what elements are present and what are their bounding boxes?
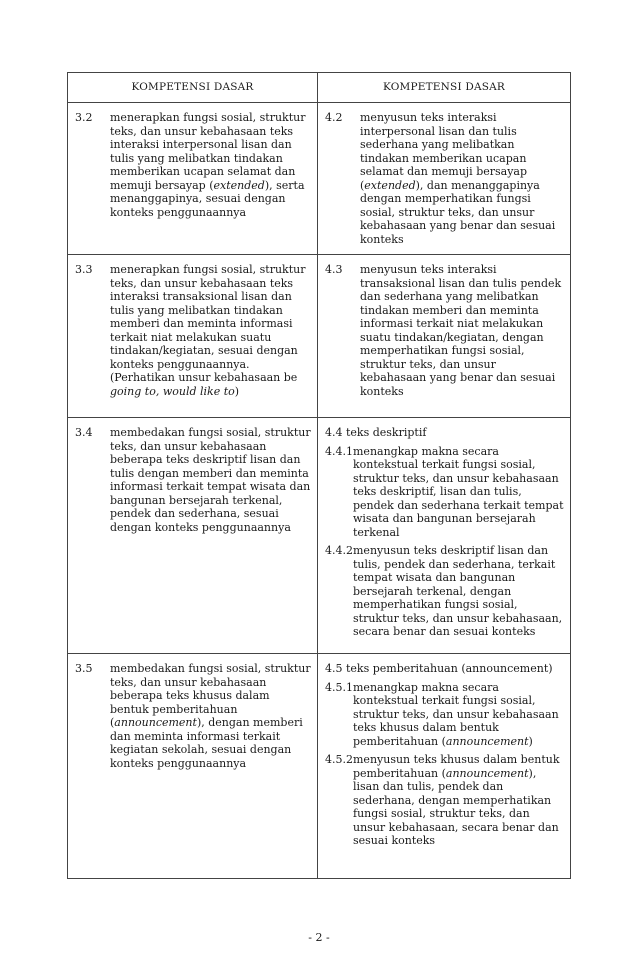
competency-cell-right [318,654,571,879]
competency-heading: 4.5 teks pemberitahuan (announcement) [325,662,553,675]
competency-text: menerapkan fungsi sosial, struktur teks, dan unsur kebahasaan teks interaksi transaksional lisan dan tulis yang melibatkan tindakan memberi dan meminta informasi terkait niat melakukan suatu tindakan/kegiatan, sesuai dengan konteks penggunaannya. (Perhatikan unsur kebahasaan be going to, would like to) [110,263,306,398]
column-header-right: KOMPETENSI DASAR [318,73,571,103]
column-header-left: KOMPETENSI DASAR [68,73,318,103]
competency-cell-left [68,103,318,255]
competency-text: membedakan fungsi sosial, struktur teks, dan unsur kebahasaan beberapa teks deskriptif lisan dan tulis dengan memberi dan meminta informasi terkait tempat wisata dan bangunan bersejarah terkenal, pendek dan sederhana, sesuai dengan konteks penggunaannya [110,426,311,534]
competency-text: menyusun teks interaksi transaksional lisan dan tulis pendek dan sederhana yang melibatkan tindakan memberi dan meminta informasi terkait niat melakukan suatu tindakan/kegiatan, dengan memperhatikan fungsi sosial, struktur teks, dan unsur kebahasaan yang benar dan sesuai konteks [360,263,562,398]
competency-number: 4.2 [325,111,343,124]
competency-cell-left [68,255,318,418]
page-number: - 2 - [308,931,330,944]
table-row [68,654,571,879]
competency-cell-right [318,255,571,418]
table-row [68,103,571,255]
competency-number: 3.5 [75,662,93,675]
competency-heading: 4.4 teks deskriptif [325,426,427,439]
competency-number: 3.3 [75,263,93,276]
table-row [68,255,571,418]
sub-competency: 4.4.2menyusun teks deskriptif lisan dan tulis, pendek dan sederhana, terkait tempat wisata dan bangunan bersejarah terkenal, dengan memperhatikan fungsi sosial, struktur teks, dan unsur kebahasaan, secara benar dan sesuai konteks [325,544,563,638]
competency-text: menyusun teks interaksi interpersonal lisan dan tulis sederhana yang melibatkan tindakan memberikan ucapan selamat dan memuji bersayap (extended), dan menanggapinya dengan memperhatikan fungsi sosial, struktur teks, dan unsur kebahasaan yang benar dan sesuai konteks [360,111,556,246]
competency-text: menerapkan fungsi sosial, struktur teks, dan unsur kebahasaan teks interaksi interpersonal lisan dan tulis yang melibatkan tindakan memberikan ucapan selamat dan memuji bersayap (extended), serta menanggapinya, sesuai dengan konteks penggunaannya [110,111,306,219]
table-row [68,418,571,654]
competency-cell-right [318,418,571,654]
competency-cell-left [68,418,318,654]
competency-cell-left [68,654,318,879]
sub-competency: 4.5.1menangkap makna secara kontekstual terkait fungsi sosial, struktur teks, dan unsur kebahasaan teks khusus dalam bentuk pemberitahuan (announcement) [325,680,559,748]
kompetensi-dasar-table [67,72,571,879]
competency-cell-right [318,103,571,255]
sub-competency: 4.5.2menyusun teks khusus dalam bentuk pemberitahuan (announcement), lisan dan tulis, pendek dan sederhana, dengan memperhatikan fungsi sosial, struktur teks, dan unsur kebahasaan, secara benar dan sesuai konteks [325,753,560,847]
competency-number: 4.3 [325,263,343,276]
competency-text: membedakan fungsi sosial, struktur teks, dan unsur kebahasaan beberapa teks khusus dalam bentuk pemberitahuan (announcement), dengan memberi dan meminta informasi terkait kegiatan sekolah, sesuai dengan konteks penggunaannya [110,662,311,770]
competency-number: 3.4 [75,426,93,439]
table-header-row [68,73,571,103]
sub-competency: 4.4.1menangkap makna secara kontekstual terkait fungsi sosial, struktur teks, dan unsur kebahasaan teks deskriptif, lisan dan tulis, pendek dan sederhana terkait tempat wisata dan bangunan bersejarah terkenal [325,444,564,539]
competency-number: 3.2 [75,111,93,124]
